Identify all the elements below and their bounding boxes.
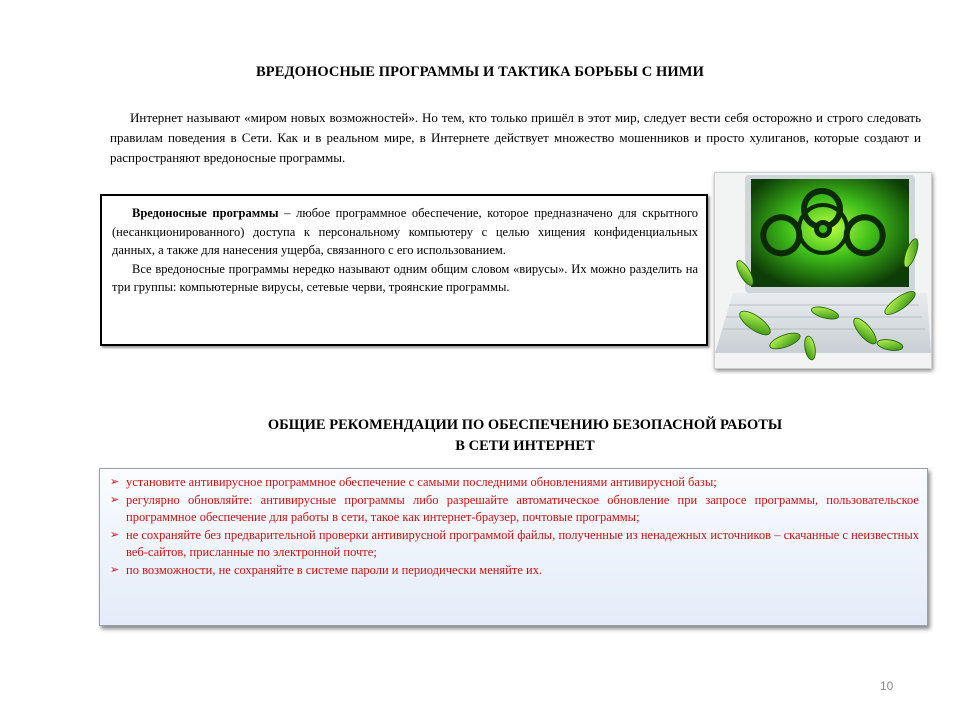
heading-line-2: В СЕТИ ИНТЕРНЕТ (455, 438, 595, 454)
page-number: 10 (880, 679, 894, 693)
definition-box (100, 194, 708, 346)
arrow-bullet-icon: ➢ (110, 476, 120, 488)
intro-paragraph: Интернет называют «миром новых возможностей». Но тем, кто только пришёл в этот мир, следует вести себя осторожно и строго следовать правилам поведения в Сети. Как и в реальном мире, в Интернете действует множество мошенников и просто хулиганов, которые создают и распространяют вредоносные программы. (110, 110, 921, 165)
section-heading-malware: ВРЕДОНОСНЫЕ ПРОГРАММЫ И ТАКТИКА БОРЬБЫ С НИМИ (256, 64, 704, 80)
list-item: ➢ установите антивирусное программное обеспечение с самыми последними обновлениями антивирусной базы; (108, 474, 919, 492)
recommendations-list (108, 474, 927, 579)
definition-term: Вредоносные программы (132, 206, 279, 220)
heading-line-1: ОБЩИЕ РЕКОМЕНДАЦИИ ПО ОБЕСПЕЧЕНИЮ БЕЗОПАСНОЙ РАБОТЫ (267, 417, 783, 433)
definition-paragraph-2: Все вредоносные программы нередко называют одним общим словом «вирусы». Их можно разделить на три группы: компьютерные вирусы, сетевые черви, троянские программы. (112, 261, 698, 294)
arrow-bullet-icon: ➢ (110, 528, 120, 541)
biohazard-laptop-icon (714, 172, 932, 369)
definition-paragraph (112, 204, 698, 260)
definition-text: – любое программное обеспечение, которое предназначено для скрытного (несанкционированного) доступа к персональному компьютеру с целью хищения конфиденциальных данных, а также для нанесения ущерба, связанного с его использованием. (112, 206, 699, 257)
list-item: ➢ регулярно обновляйте: антивирусные программы либо разрешайте автоматическое обновление при запросе программы, пользовательское программное обеспечение для работы в сети, такое как интернет-браузер, почтовые программы; (110, 492, 919, 524)
arrow-bullet-icon: ➢ (110, 493, 120, 506)
list-item: ➢ по возможности, не сохраняйте в системе пароли и периодически меняйте их. (108, 562, 919, 580)
arrow-bullet-icon: ➢ (110, 563, 120, 576)
list-item: ➢ не сохраняйте без предварительной проверки антивирусной программой файлы, полученные из ненадежных источников – скачанные с неизвестных веб-сайтов, присланные по электронной почте; (110, 527, 919, 559)
recommendations-box (99, 468, 928, 626)
section-heading-recommendations (190, 415, 860, 457)
